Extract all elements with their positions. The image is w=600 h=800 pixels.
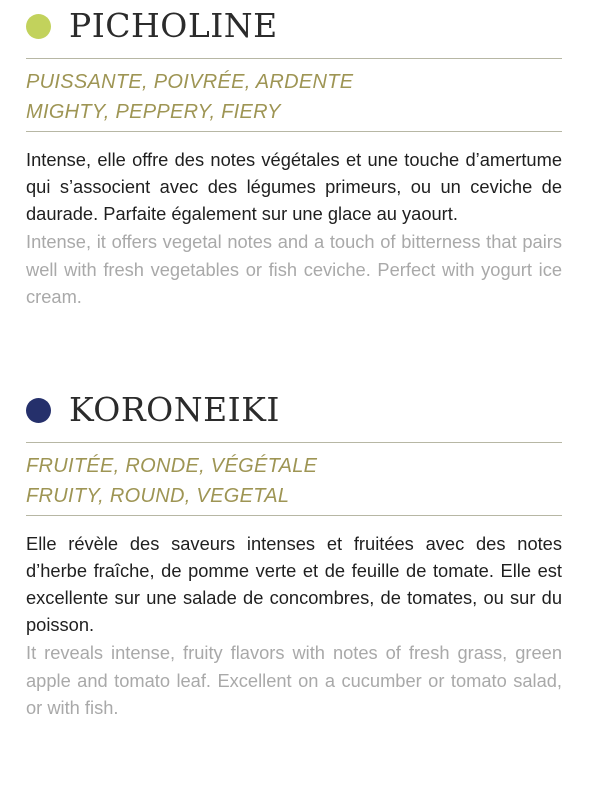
navy-dot-icon	[26, 398, 51, 423]
description-en: It reveals intense, fruity flavors with notes of fresh grass, green apple and tomato leaf. Excellent on a cucumber or tomato salad, or with fish.	[26, 642, 562, 718]
section-header	[26, 2, 562, 50]
tags-en: FRUITY, ROUND, VEGETAL	[26, 485, 290, 507]
section-title: PICHOLINE	[69, 6, 278, 45]
section-title: KORONEIKI	[69, 390, 280, 429]
section-header	[26, 386, 562, 434]
tags-fr: PUISSANTE, POIVRÉE, ARDENTE	[26, 71, 354, 93]
tag-block	[26, 443, 562, 515]
description-fr: Elle révèle des saveurs intenses et fruitées avec des notes d’herbe fraîche, de pomme verte et de feuille de tomate. Elle est excellente sur une salade de concombres, de tomates, ou sur du poisson.	[26, 533, 562, 635]
tags-fr: FRUITÉE, RONDE, VÉGÉTALE	[26, 455, 318, 477]
description-en: Intense, it offers vegetal notes and a touch of bitterness that pairs well with fresh vegetables or fish ceviche. Perfect with yogurt ice cream.	[26, 231, 562, 307]
divider	[26, 131, 562, 132]
section-koroneiki	[26, 386, 562, 722]
tags-en: MIGHTY, PEPPERY, FIERY	[26, 101, 281, 123]
divider	[26, 515, 562, 516]
section-picholine	[26, 2, 562, 311]
description-fr: Intense, elle offre des notes végétales et une touche d’amertume qui s’associent avec des légumes primeurs, ou un ceviche de daurade. Parfaite également sur une glace au yaourt.	[26, 149, 562, 224]
tag-block	[26, 59, 562, 131]
green-dot-icon	[26, 14, 51, 39]
